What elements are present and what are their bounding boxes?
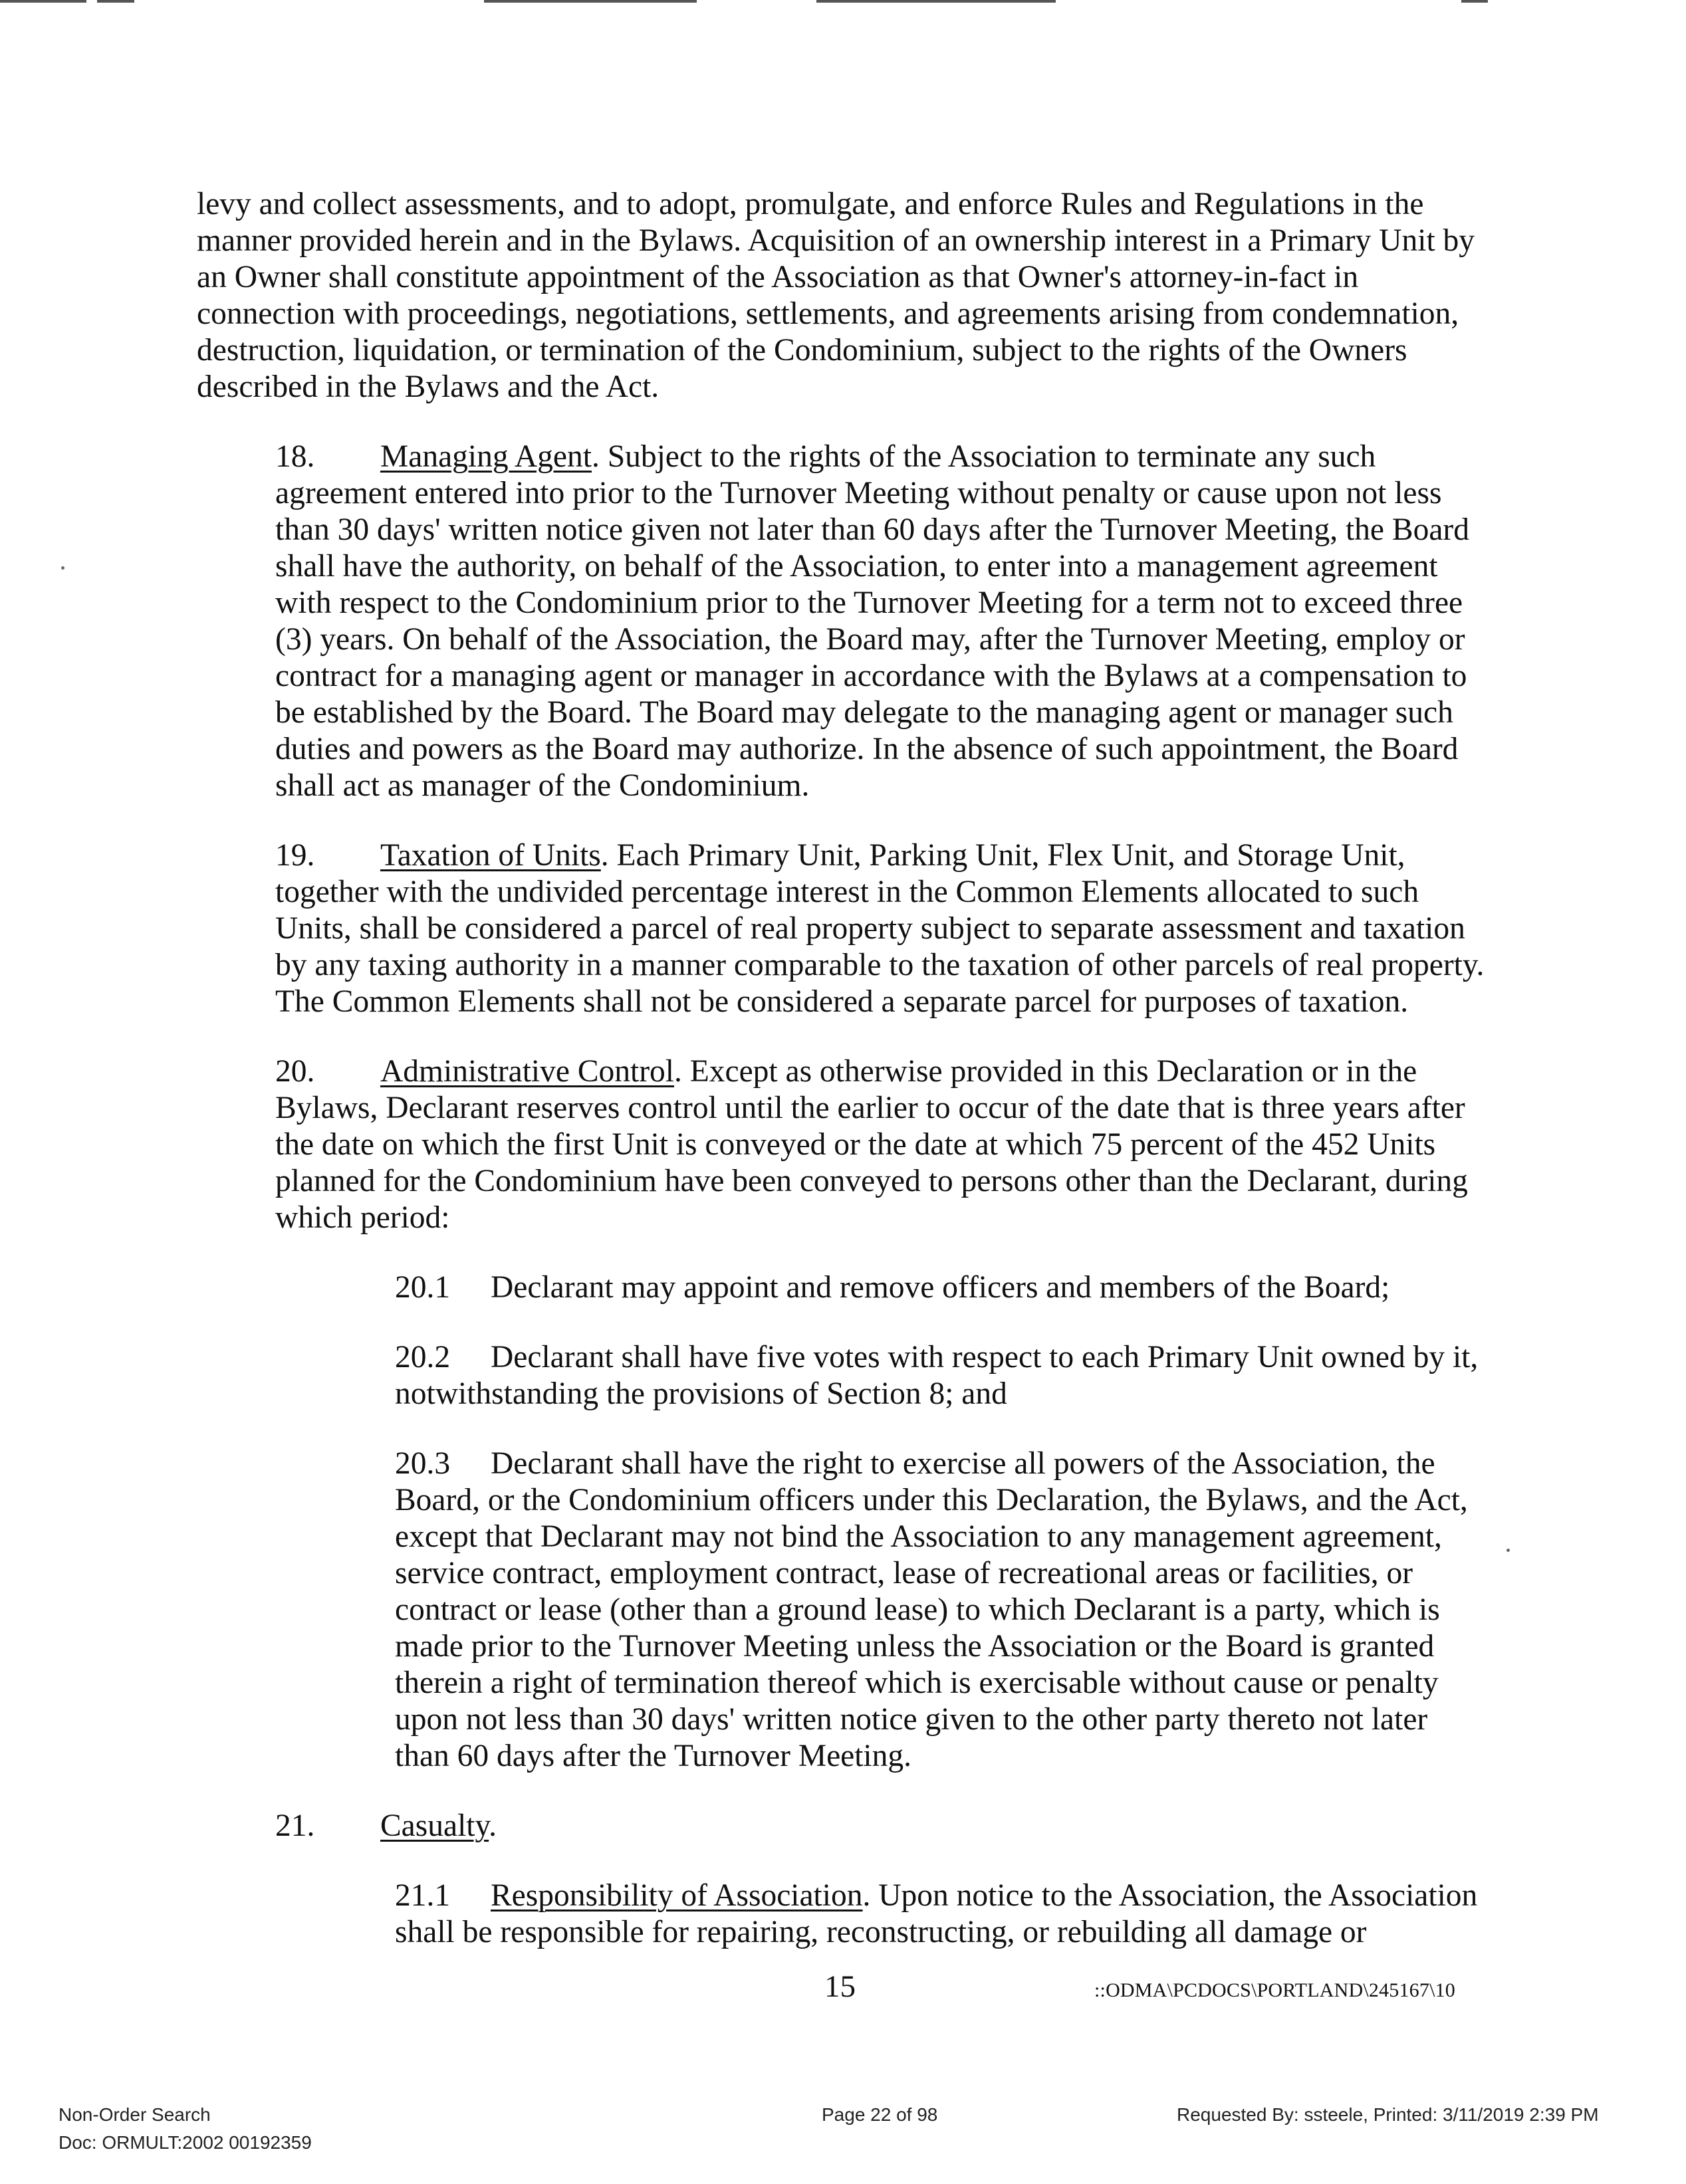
document-path: ::ODMA\PCDOCS\PORTLAND\245167\10 [1094, 1979, 1456, 2001]
section-21 [197, 1808, 1489, 1844]
footer-doc-id: Doc: ORMULT:2002 00192359 [59, 2132, 312, 2153]
scan-edge-mark [484, 0, 697, 3]
footer-page-of: Page 22 of 98 [822, 2104, 938, 2125]
section-21-1 [197, 1878, 1489, 1951]
subsection-text: Declarant shall have five votes with respect to each Primary Unit owned by it, notwithstanding the provisions of Section 8; and [395, 1340, 1479, 1411]
section-heading: Casualty [380, 1808, 489, 1843]
section-number: 19. [275, 838, 315, 873]
scan-speck [61, 566, 64, 570]
subsection-number: 20.1 [395, 1270, 451, 1305]
scan-edge-mark [1461, 0, 1488, 3]
section-19 [197, 837, 1489, 1020]
subsection-text: Declarant may appoint and remove officers and members of the Board; [491, 1270, 1390, 1305]
subsection-heading: Responsibility of Association [491, 1878, 863, 1913]
scan-edge-mark [97, 0, 134, 3]
subsection-number: 21.1 [395, 1878, 451, 1913]
section-heading: Taxation of Units [380, 838, 601, 873]
section-20 [197, 1053, 1489, 1236]
subsection-number: 20.2 [395, 1340, 451, 1374]
section-20-2 [197, 1339, 1489, 1412]
section-number: 21. [275, 1808, 315, 1843]
section-18 [197, 439, 1489, 804]
footer-requested: Requested By: ssteele, Printed: 3/11/2019 2:39 PM [1177, 2104, 1599, 2125]
section-20-3 [197, 1446, 1489, 1775]
section-text: . Each Primary Unit, Parking Unit, Flex Unit, and Storage Unit, together with the undivided percentage interest in the Common Elements allocated to such Units, shall be considered a parcel of real property subject to separate assessment and taxation by any taxing authority in a manner comparable to the taxation of other parcels of real property. The Common Elements shall not be considered a separate parcel for purposes of taxation. [275, 838, 1485, 1019]
document-body [197, 186, 1489, 1984]
subsection-number: 20.3 [395, 1446, 451, 1481]
section-heading: Managing Agent [380, 439, 592, 474]
intro-paragraph: levy and collect assessments, and to adopt, promulgate, and enforce Rules and Regulations in the manner provided herein and in the Bylaws. Acquisition of an ownership interest in a Primary Unit by an Owner shall constitute appointment of the Association as that Owner's attorney-in-fact in connection with proceedings, negotiations, settlements, and agreements arising from condemnation, destruction, liquidation, or termination of the Condominium, subject to the rights of the Owners described in the Bylaws and the Act. [197, 187, 1475, 404]
section-20-1 [197, 1269, 1489, 1306]
section-number: 18. [275, 439, 315, 474]
section-text: . [489, 1808, 497, 1843]
scan-edge-mark [0, 0, 86, 3]
section-number: 20. [275, 1054, 315, 1089]
section-heading: Administrative Control [380, 1054, 674, 1089]
section-text: . Subject to the rights of the Association to terminate any such agreement entered into prior to the Turnover Meeting without penalty or cause upon not less than 30 days' written notice given not later than 60 days after the Turnover Meeting, the Board shall have the authority, on behalf of the Association, to enter into a management agreement with respect to the Condominium prior to the Turnover Meeting for a term not to exceed three (3) years. On behalf of the Association, the Board may, after the Turnover Meeting, employ or contract for a managing agent or manager in accordance with the Bylaws at a compensation to be established by the Board. The Board may delegate to the managing agent or manager such duties and powers as the Board may authorize. In the absence of such appointment, the Board shall act as manager of the Condominium. [275, 439, 1469, 803]
subsection-text: Declarant shall have the right to exercise all powers of the Association, the Board, or the Condominium officers under this Declaration, the Bylaws, and the Act, except that Declarant may not bind the Association to any management agreement, service contract, employment contract, lease of recreational areas or facilities, or contract or lease (other than a ground lease) to which Declarant is a party, which is made prior to the Turnover Meeting unless the Association or the Board is granted therein a right of termination thereof which is exercisable without cause or penalty upon not less than 30 days' written notice given to the other party thereto not later than 60 days after the Turnover Meeting. [395, 1446, 1468, 1773]
page-number: 15 [824, 1969, 856, 2004]
scan-speck [1506, 1549, 1510, 1552]
section-text: . Except as otherwise provided in this Declaration or in the Bylaws, Declarant reserves control until the earlier to occur of the date that is three years after the date on which the first Unit is conveyed or the date at which 75 percent of the 452 Units planned for the Condominium have been conveyed to persons other than the Declarant, during which period: [275, 1054, 1468, 1235]
footer-search-type: Non-Order Search [59, 2104, 211, 2125]
scan-edge-mark [816, 0, 1056, 3]
subsection-text: . Upon notice to the Association, the Association shall be responsible for repairing, reconstructing, or rebuilding all damage or [395, 1878, 1478, 1949]
